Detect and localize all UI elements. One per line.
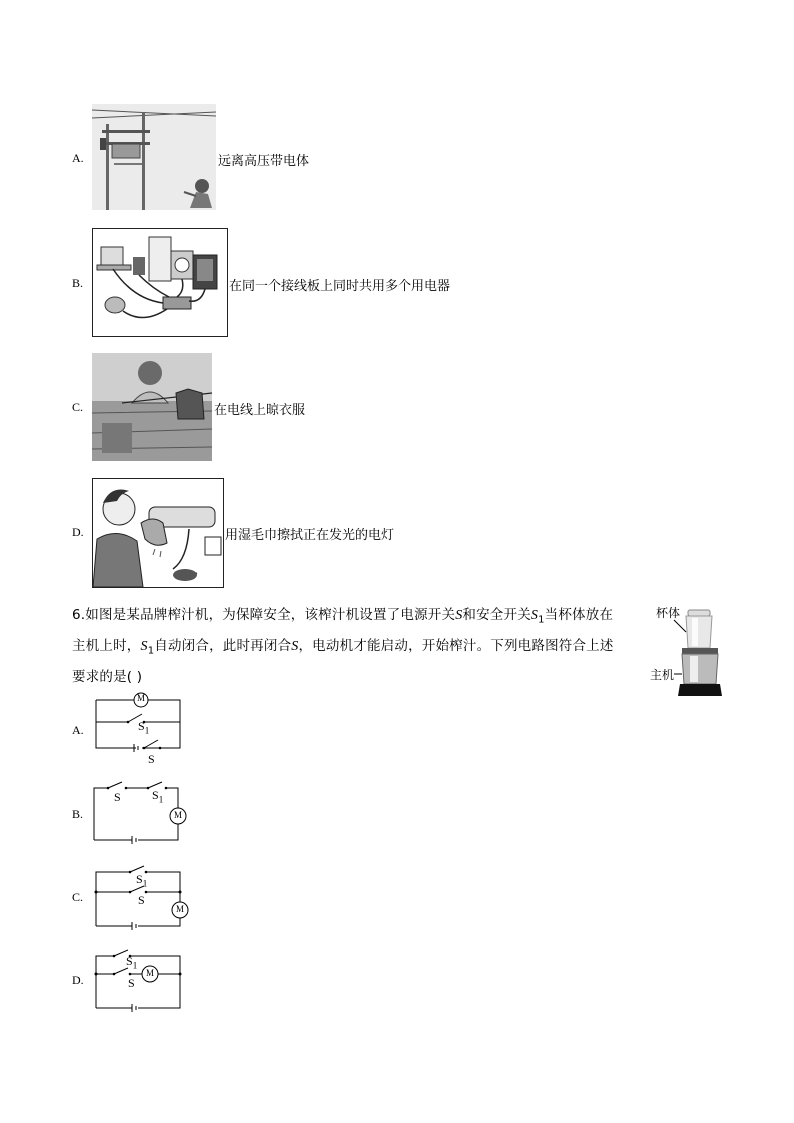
high-voltage-pole-image [92,104,216,210]
option-b-letter: B. [72,276,84,290]
circuit-b [90,778,190,846]
motor-label: M [174,810,183,820]
option-c-text: 在电线上晾衣服 [214,403,306,418]
option-b-text: 在同一个接线板上同时共用多个用电器 [229,279,451,294]
circuit-d [90,946,190,1014]
circuit-c [90,862,190,932]
switch-s1-label: $S_1$ [136,872,148,889]
option-d-text: 用湿毛巾擦拭正在发光的电灯 [225,528,395,543]
switch-s-label: S [148,752,155,766]
juicer-cup-label: 杯体 [656,606,681,620]
option-d-letter: D. [72,525,84,539]
switch-s1-label: $S_1$ [152,788,164,805]
question-number: 6. [72,607,86,623]
switch-s-label: S [114,790,121,804]
question-6-line-3: 要求的是( ) [72,669,143,685]
power-strip-appliances-image [92,228,228,337]
circuit-a-letter: A. [72,723,84,737]
switch-s-label: S [128,976,135,990]
juicer-base-label: 主机 [650,668,675,682]
circuit-c-letter: C. [72,890,84,904]
clothes-on-wire-image [92,353,212,461]
wet-towel-lamp-image [92,478,224,588]
question-6-line-1: 6.如图是某品牌榨汁机，为保障安全，该榨汁机设置了电源开关S和安全开关$S_1$当杯体放在 [72,607,614,626]
option-a-text: 远离高压带电体 [218,154,310,169]
option-a-letter: A. [72,151,84,165]
motor-label: M [137,693,146,703]
motor-label: M [176,904,185,914]
option-c-letter: C. [72,400,84,414]
juicer-figure [648,604,728,700]
circuit-a [90,688,190,770]
switch-s-label: S [138,893,145,907]
question-6-line-2: 主机上时，$S_1$自动闭合，此时再闭合S，电动机才能启动，开始榨汁。下列电路图符合上述 [72,638,614,657]
circuit-d-letter: D. [72,973,84,987]
switch-s1-label: $S_1$ [126,954,138,971]
juicer-image [648,604,728,700]
motor-label: M [146,968,155,978]
circuit-b-letter: B. [72,807,84,821]
switch-s1-label: $S_1$ [138,719,150,736]
